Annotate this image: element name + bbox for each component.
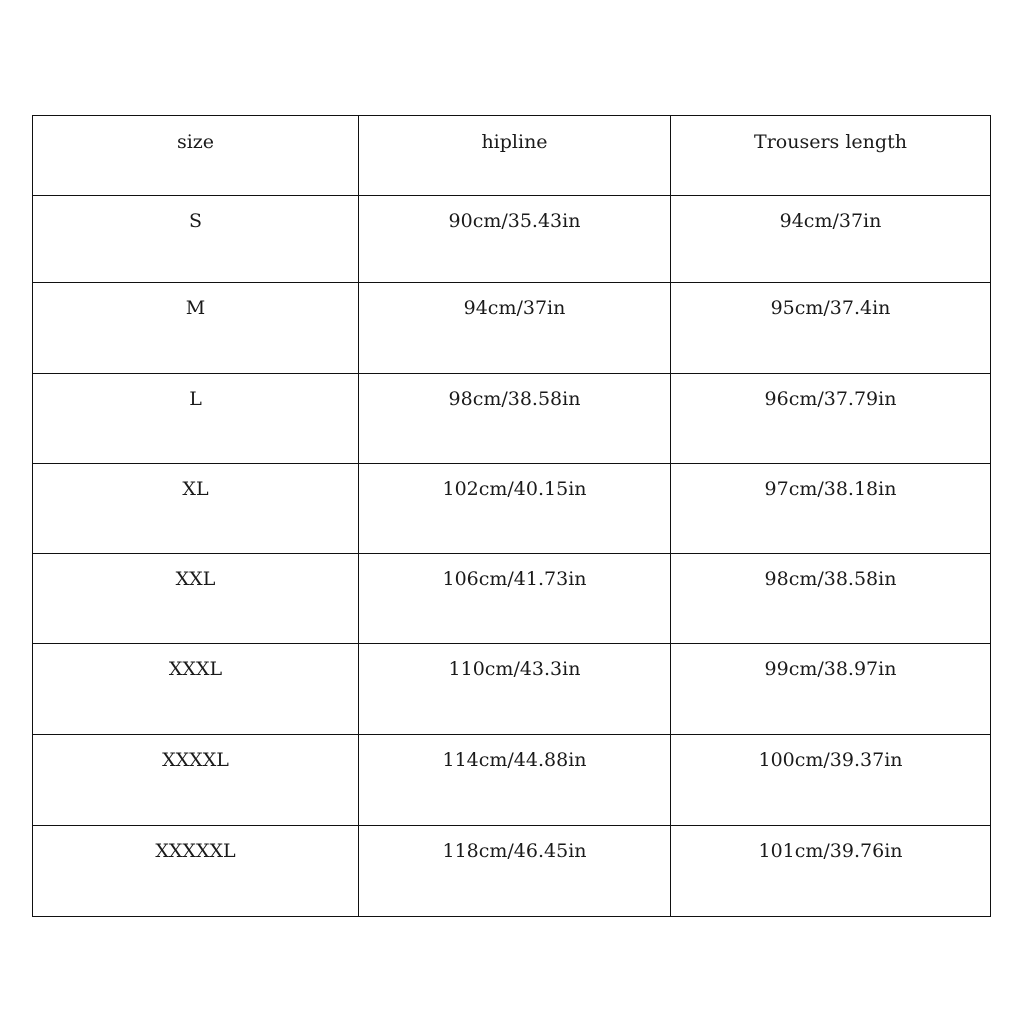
trousers-length-cell: 95cm/37.4in <box>671 283 991 374</box>
size-cell: XXXXL <box>33 735 359 826</box>
trousers-length-cell: 99cm/38.97in <box>671 644 991 735</box>
trousers-length-cell: 94cm/37in <box>671 196 991 283</box>
table-row <box>33 283 991 374</box>
hipline-cell: 110cm/43.3in <box>359 644 671 735</box>
hipline-cell: 102cm/40.15in <box>359 464 671 554</box>
table-header-row <box>33 116 991 196</box>
table-row <box>33 464 991 554</box>
size-chart-table <box>32 115 991 917</box>
hipline-cell: 118cm/46.45in <box>359 826 671 917</box>
size-cell: XL <box>33 464 359 554</box>
table-row <box>33 374 991 464</box>
size-cell: L <box>33 374 359 464</box>
header-size: size <box>33 116 359 196</box>
trousers-length-cell: 100cm/39.37in <box>671 735 991 826</box>
header-trousers-length: Trousers length <box>671 116 991 196</box>
trousers-length-cell: 101cm/39.76in <box>671 826 991 917</box>
table-row <box>33 735 991 826</box>
size-cell: XXL <box>33 554 359 644</box>
table-row <box>33 644 991 735</box>
trousers-length-cell: 98cm/38.58in <box>671 554 991 644</box>
table-row <box>33 826 991 917</box>
size-cell: M <box>33 283 359 374</box>
size-cell: S <box>33 196 359 283</box>
header-hipline: hipline <box>359 116 671 196</box>
hipline-cell: 90cm/35.43in <box>359 196 671 283</box>
hipline-cell: 98cm/38.58in <box>359 374 671 464</box>
hipline-cell: 114cm/44.88in <box>359 735 671 826</box>
table-row <box>33 554 991 644</box>
size-cell: XXXL <box>33 644 359 735</box>
size-cell: XXXXXL <box>33 826 359 917</box>
trousers-length-cell: 96cm/37.79in <box>671 374 991 464</box>
hipline-cell: 106cm/41.73in <box>359 554 671 644</box>
hipline-cell: 94cm/37in <box>359 283 671 374</box>
trousers-length-cell: 97cm/38.18in <box>671 464 991 554</box>
table-row <box>33 196 991 283</box>
